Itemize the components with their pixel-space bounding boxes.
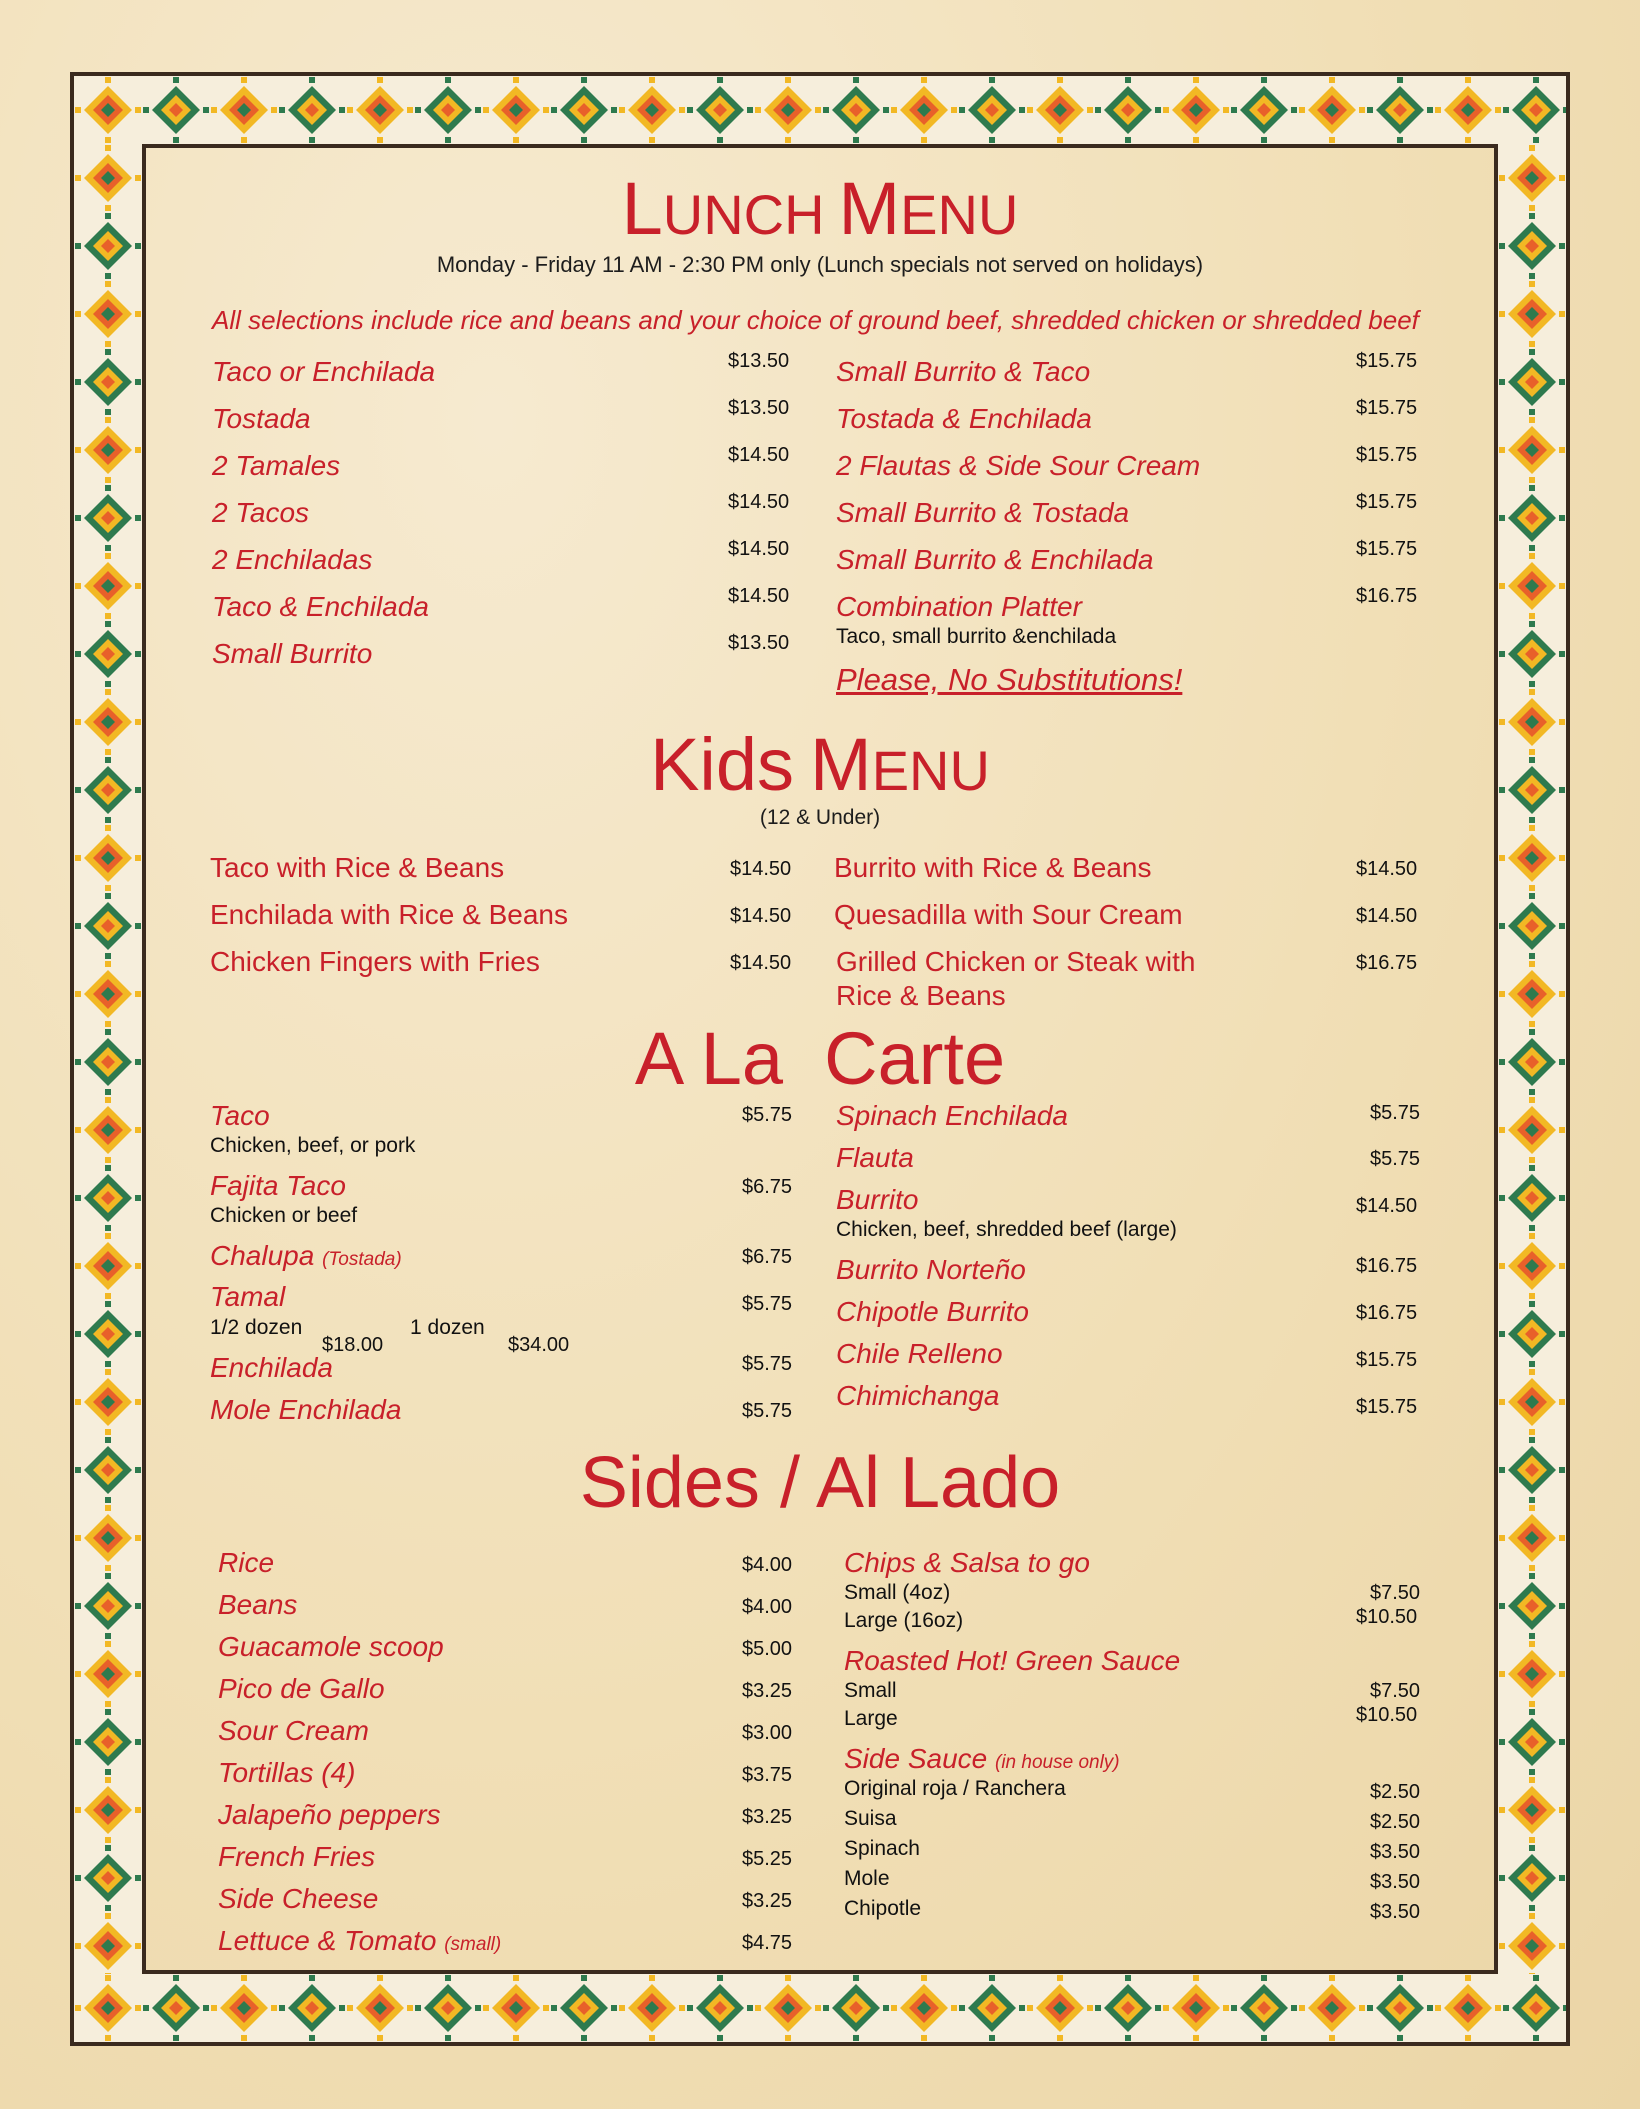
aztec-star-icon: [619, 77, 685, 143]
aztec-diamond-icon: [1095, 77, 1161, 143]
sides-title: Sides / Al Lado: [579, 1443, 1061, 1523]
item-price: $5.00: [742, 1638, 793, 1660]
aztec-star-icon: [1163, 77, 1229, 143]
item-price: $10.50: [1356, 1704, 1418, 1726]
aztec-diamond-icon: [75, 485, 141, 551]
item-note: (in house only): [995, 1752, 1120, 1773]
aztec-diamond-icon: [279, 77, 345, 143]
bottom-pattern-band: [74, 1974, 1566, 2042]
list-item: Enchilada: [210, 1352, 333, 1383]
aztec-diamond-icon: [279, 1975, 345, 2041]
list-item: Small Burrito & Taco: [836, 356, 1091, 387]
list-item: Combination Platter: [836, 591, 1082, 622]
aztec-diamond-icon: [1499, 485, 1565, 551]
aztec-star-icon: [1499, 1641, 1565, 1707]
aztec-star-icon: [347, 77, 413, 143]
alacarte-title: A La Carte: [634, 1017, 1006, 1100]
aztec-diamond-icon: [1231, 1975, 1297, 2041]
size-label: Small: [844, 1679, 897, 1702]
aztec-star-icon: [1499, 1913, 1565, 1974]
sauce-label: Mole: [844, 1867, 890, 1890]
item-price: $15.75: [1356, 491, 1418, 513]
list-item: Small Burrito & Enchilada: [836, 544, 1154, 575]
kids-subtitle: (12 & Under): [759, 806, 881, 829]
list-item: Enchilada with Rice & Beans: [210, 899, 568, 930]
list-item: Side Cheese: [218, 1883, 379, 1914]
item-description: Chicken, beef, shredded beef (large): [836, 1218, 1177, 1241]
item-price: $3.25: [742, 1890, 793, 1912]
aztec-star-icon: [1499, 825, 1565, 891]
list-item: Roasted Hot! Green Sauce: [844, 1645, 1181, 1676]
list-item: Flauta: [836, 1142, 914, 1173]
sauce-label: Spinach: [844, 1837, 920, 1860]
item-price: $15.75: [1356, 1349, 1418, 1371]
item-price: $16.75: [1356, 1255, 1418, 1277]
aztec-diamond-icon: [75, 621, 141, 687]
item-price: $4.75: [742, 1932, 793, 1954]
aztec-star-icon: [75, 1369, 141, 1435]
item-price: $13.50: [728, 350, 790, 372]
aztec-diamond-icon: [415, 1975, 481, 2041]
item-price: $2.50: [1370, 1781, 1421, 1803]
aztec-diamond-icon: [1367, 77, 1433, 143]
kids-menu-title: Kids MENU: [650, 723, 990, 806]
item-price: $15.75: [1356, 1396, 1418, 1418]
item-price: $6.75: [742, 1176, 793, 1198]
aztec-diamond-icon: [75, 349, 141, 415]
aztec-diamond-icon: [143, 1975, 209, 2041]
aztec-diamond-icon: [1503, 1975, 1566, 2041]
list-item: 2 Flautas & Side Sour Cream: [836, 450, 1201, 481]
aztec-star-icon: [1299, 1975, 1365, 2041]
item-price: $5.75: [1370, 1102, 1421, 1124]
item-price: $3.25: [742, 1680, 793, 1702]
top-pattern-band: [74, 76, 1566, 144]
list-item: Small Burrito & Tostada: [836, 497, 1130, 528]
aztec-star-icon: [211, 1975, 277, 2041]
aztec-star-icon: [1499, 553, 1565, 619]
aztec-star-icon: [755, 77, 821, 143]
aztec-star-icon: [75, 553, 141, 619]
aztec-star-icon: [1499, 417, 1565, 483]
no-substitutions-note: Please, No Substitutions!: [836, 662, 1183, 697]
aztec-diamond-icon: [1503, 77, 1566, 143]
sauce-label: Suisa: [844, 1807, 897, 1830]
item-price: $16.75: [1356, 585, 1418, 607]
aztec-diamond-icon: [551, 1975, 617, 2041]
aztec-star-icon: [347, 1975, 413, 2041]
item-note: (small): [444, 1934, 502, 1955]
item-price: $5.25: [742, 1848, 793, 1870]
aztec-star-icon: [75, 1097, 141, 1163]
aztec-star-icon: [75, 1913, 141, 1974]
item-price: $5.75: [742, 1104, 793, 1126]
sauce-label: Chipotle: [844, 1897, 922, 1920]
list-item: Chalupa (Tostada): [210, 1240, 402, 1271]
list-item: Fajita Taco: [210, 1170, 346, 1201]
list-item: Chicken Fingers with Fries: [210, 946, 540, 977]
list-item: 2 Enchiladas: [212, 544, 373, 575]
size-label: Large (16oz): [844, 1609, 964, 1632]
list-item: Chile Relleno: [836, 1338, 1003, 1369]
aztec-diamond-icon: [75, 1301, 141, 1367]
item-price: $15.75: [1356, 397, 1418, 419]
aztec-star-icon: [1499, 1777, 1565, 1843]
item-price: $13.50: [728, 632, 790, 654]
item-price: $15.75: [1356, 444, 1418, 466]
aztec-star-icon: [75, 1777, 141, 1843]
aztec-diamond-icon: [1499, 1845, 1565, 1911]
item-price: $16.75: [1356, 1302, 1418, 1324]
item-price: $14.50: [1356, 1195, 1418, 1217]
aztec-diamond-icon: [1499, 893, 1565, 959]
list-item: Tamal: [210, 1281, 286, 1312]
item-price: $14.50: [730, 858, 792, 880]
list-item: Taco or Enchilada: [212, 356, 436, 387]
item-price: $14.50: [728, 491, 790, 513]
aztec-diamond-icon: [823, 1975, 889, 2041]
aztec-diamond-icon: [959, 1975, 1025, 2041]
item-price: $3.50: [1370, 1841, 1421, 1863]
item-price: $5.75: [742, 1400, 793, 1422]
list-item-continued: Rice & Beans: [836, 980, 1006, 1011]
aztec-diamond-icon: [1499, 1301, 1565, 1367]
item-price: $14.50: [728, 444, 790, 466]
aztec-star-icon: [75, 825, 141, 891]
aztec-diamond-icon: [823, 77, 889, 143]
list-item: Chips & Salsa to go: [844, 1547, 1090, 1578]
aztec-star-icon: [1435, 1975, 1501, 2041]
aztec-star-icon: [75, 281, 141, 347]
list-item: Tortillas (4): [218, 1757, 356, 1788]
aztec-star-icon: [619, 1975, 685, 2041]
aztec-star-icon: [483, 77, 549, 143]
aztec-star-icon: [483, 1975, 549, 2041]
tamal-dozen: 1 dozen: [410, 1316, 485, 1339]
item-price: $7.50: [1370, 1680, 1421, 1702]
aztec-diamond-icon: [75, 1845, 141, 1911]
aztec-diamond-icon: [415, 77, 481, 143]
list-item: Grilled Chicken or Steak with: [836, 946, 1196, 977]
tamal-dozen-price: $34.00: [508, 1334, 570, 1356]
list-item: French Fries: [218, 1841, 376, 1872]
list-item: Jalapeño peppers: [218, 1799, 441, 1830]
aztec-star-icon: [1499, 281, 1565, 347]
item-price: $14.50: [730, 905, 792, 927]
item-price: $5.75: [1370, 1148, 1421, 1170]
aztec-star-icon: [1027, 1975, 1093, 2041]
aztec-diamond-icon: [1499, 1573, 1565, 1639]
item-note: (Tostada): [322, 1249, 402, 1270]
list-item: Tostada & Enchilada: [836, 403, 1092, 434]
aztec-star-icon: [1499, 1233, 1565, 1299]
list-item: Beans: [218, 1589, 298, 1620]
item-price: $3.75: [742, 1764, 793, 1786]
aztec-star-icon: [1299, 77, 1365, 143]
list-item: Chipotle Burrito: [836, 1296, 1029, 1327]
item-price: $15.75: [1356, 538, 1418, 560]
list-item: Spinach Enchilada: [836, 1100, 1068, 1131]
aztec-star-icon: [75, 1975, 141, 2041]
list-item: 2 Tamales: [212, 450, 341, 481]
item-price: $14.50: [728, 538, 790, 560]
item-description: Chicken, beef, or pork: [210, 1134, 416, 1157]
item-price: $10.50: [1356, 1606, 1418, 1628]
aztec-star-icon: [75, 417, 141, 483]
list-item: Pico de Gallo: [218, 1673, 385, 1704]
list-item: Guacamole scoop: [218, 1631, 444, 1662]
aztec-diamond-icon: [1095, 1975, 1161, 2041]
item-price: $15.75: [1356, 350, 1418, 372]
list-item: Burrito with Rice & Beans: [834, 852, 1152, 883]
aztec-diamond-icon: [75, 1709, 141, 1775]
item-price: $14.50: [728, 585, 790, 607]
aztec-diamond-icon: [1499, 349, 1565, 415]
aztec-star-icon: [891, 1975, 957, 2041]
aztec-diamond-icon: [1499, 1165, 1565, 1231]
item-price: $14.50: [1356, 905, 1418, 927]
item-price: $5.75: [742, 1353, 793, 1375]
lunch-menu-title: LUNCH MENU: [621, 167, 1019, 250]
aztec-diamond-icon: [959, 77, 1025, 143]
aztec-diamond-icon: [551, 77, 617, 143]
size-label: Large: [844, 1707, 898, 1730]
item-price: $3.50: [1370, 1901, 1421, 1923]
item-description: Chicken or beef: [210, 1204, 358, 1227]
item-price: $13.50: [728, 397, 790, 419]
sauce-label: Original roja / Ranchera: [844, 1777, 1066, 1800]
item-price: $16.75: [1356, 952, 1418, 974]
aztec-star-icon: [1499, 1369, 1565, 1435]
item-price: $3.50: [1370, 1871, 1421, 1893]
aztec-diamond-icon: [75, 893, 141, 959]
item-price: $5.75: [742, 1293, 793, 1315]
aztec-diamond-icon: [687, 1975, 753, 2041]
item-price: $2.50: [1370, 1811, 1421, 1833]
aztec-diamond-icon: [1231, 77, 1297, 143]
size-label: Small (4oz): [844, 1581, 951, 1604]
list-item: Burrito: [836, 1184, 919, 1215]
list-item: Sour Cream: [218, 1715, 369, 1746]
aztec-star-icon: [1027, 77, 1093, 143]
aztec-diamond-icon: [1499, 621, 1565, 687]
aztec-diamond-icon: [1367, 1975, 1433, 2041]
list-item: Tostada: [212, 403, 311, 434]
list-item: Taco with Rice & Beans: [210, 852, 505, 883]
lunch-hours: Monday - Friday 11 AM - 2:30 PM only (Lunch specials not served on holidays): [436, 252, 1204, 277]
item-price: $14.50: [730, 952, 792, 974]
aztec-diamond-icon: [75, 1573, 141, 1639]
item-price: $4.00: [742, 1554, 793, 1576]
aztec-diamond-icon: [143, 77, 209, 143]
aztec-star-icon: [75, 1641, 141, 1707]
list-item: Small Burrito: [212, 638, 373, 669]
aztec-star-icon: [75, 1233, 141, 1299]
aztec-diamond-icon: [75, 1165, 141, 1231]
tamal-half-dozen-price: $18.00: [322, 1334, 384, 1356]
list-item: Side Sauce (in house only): [844, 1743, 1120, 1774]
item-price: $14.50: [1356, 858, 1418, 880]
list-item: Burrito Norteño: [836, 1254, 1026, 1285]
list-item: Quesadilla with Sour Cream: [834, 899, 1183, 930]
item-price: $3.25: [742, 1806, 793, 1828]
aztec-diamond-icon: [1499, 1709, 1565, 1775]
list-item: Taco: [210, 1100, 270, 1131]
item-price: $3.00: [742, 1722, 793, 1744]
aztec-star-icon: [75, 77, 141, 143]
list-item: Rice: [218, 1547, 275, 1578]
tamal-half-dozen: 1/2 dozen: [210, 1316, 303, 1339]
list-item: Lettuce & Tomato (small): [218, 1925, 502, 1956]
item-price: $6.75: [742, 1246, 793, 1268]
aztec-star-icon: [891, 77, 957, 143]
aztec-diamond-icon: [687, 77, 753, 143]
item-price: $7.50: [1370, 1582, 1421, 1604]
list-item: 2 Tacos: [212, 497, 310, 528]
list-item: Chimichanga: [836, 1380, 1000, 1411]
list-item: Taco & Enchilada: [212, 591, 429, 622]
aztec-star-icon: [1163, 1975, 1229, 2041]
aztec-star-icon: [1499, 1097, 1565, 1163]
item-price: $4.00: [742, 1596, 793, 1618]
aztec-star-icon: [1435, 77, 1501, 143]
aztec-star-icon: [755, 1975, 821, 2041]
aztec-star-icon: [211, 77, 277, 143]
item-description: Taco, small burrito &enchilada: [836, 625, 1117, 648]
lunch-note: All selections include rice and beans and your choice of ground beef, shredded chicken or shredded beef: [212, 305, 1419, 335]
list-item: Mole Enchilada: [210, 1394, 402, 1425]
